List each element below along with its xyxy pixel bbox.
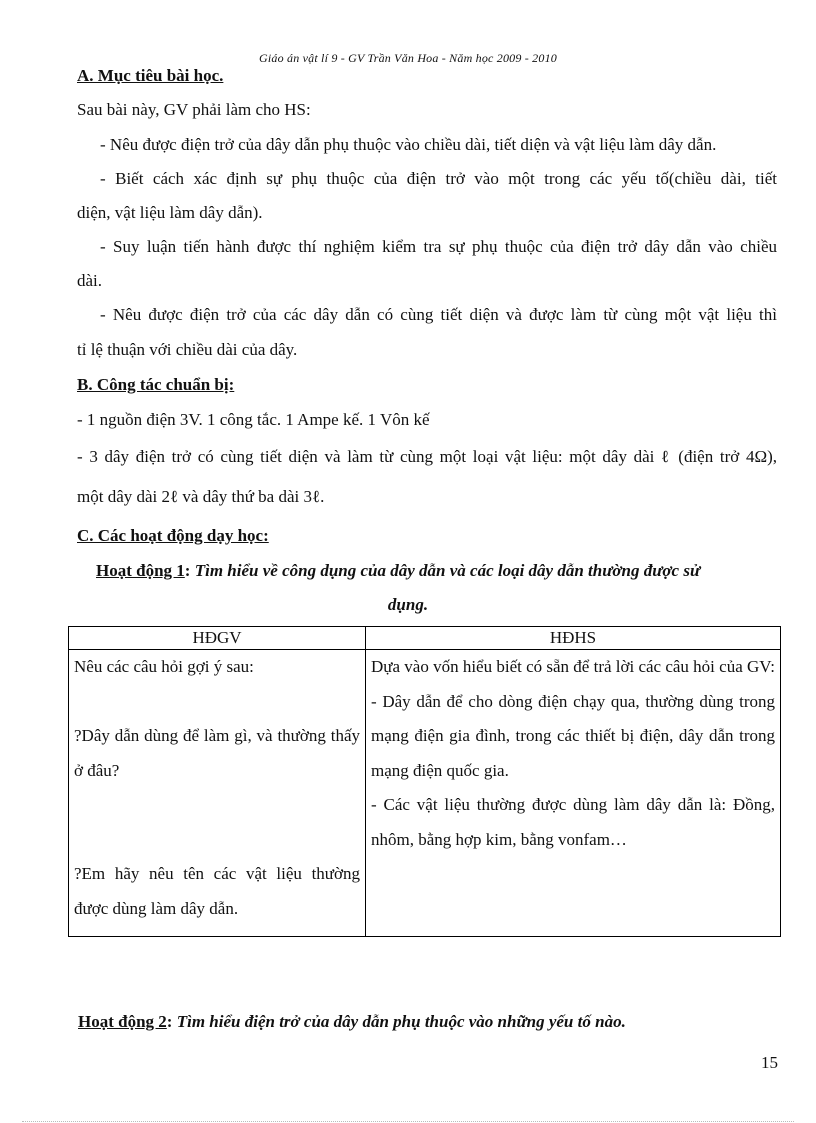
activity-2-title: Tìm hiểu điện trở của dây dẫn phụ thuộc vào những yếu tố nào.: [176, 1012, 626, 1031]
gv-question-2: ?Em hãy nêu tên các vật liệu thường được dùng làm dây dẫn.: [74, 864, 360, 918]
activity-2-label: Hoạt động 2: [78, 1012, 167, 1031]
section-a-intro: Sau bài này, GV phải làm cho HS:: [77, 100, 311, 119]
objective-2-line-1: - Biết cách xác định sự phụ thuộc của điện trở vào một trong các yếu tố(chiều dài, tiết: [100, 169, 777, 188]
col-header-hdhs: HĐHS: [366, 627, 781, 650]
page-number: 15: [761, 1053, 778, 1072]
col-header-hdgv: HĐGV: [69, 627, 366, 650]
section-a-title: A. Mục tiêu bài học.: [77, 66, 224, 85]
objective-4-line-1: - Nêu được điện trở của các dây dẫn có cùng tiết diện và được làm từ cùng một vật liệu thì: [100, 305, 777, 324]
activity-1-title-cont: dụng.: [387, 595, 429, 614]
hs-answer-1: - Dây dẫn để cho dòng điện chạy qua, thường dùng trong mạng điện gia đình, trong các thiết bị điện, dây dẫn trong mạng điện quốc gia.: [371, 691, 775, 780]
objective-4-line-2: tỉ lệ thuận với chiều dài của dây.: [77, 340, 298, 359]
hs-intro: Dựa vào vốn hiểu biết có sẵn để trả lời các câu hỏi của GV:: [371, 657, 776, 676]
activity-1-heading: Hoạt động 1: Tìm hiểu về công dụng của dây dẫn và các loại dây dẫn thường được sử: [96, 561, 701, 580]
gv-intro: Nêu các câu hỏi gợi ý sau:: [74, 657, 254, 676]
activity-table: [68, 626, 781, 937]
section-b-title: B. Công tác chuẩn bị:: [77, 375, 235, 394]
footer-divider: [22, 1121, 794, 1122]
objective-3-line-2: dài.: [77, 271, 103, 290]
objective-2-line-2: diện, vật liệu làm dây dẫn).: [77, 203, 263, 222]
objective-3-line-1: - Suy luận tiến hành được thí nghiệm kiểm tra sự phụ thuộc của điện trở dây dẫn vào chiều: [100, 237, 777, 256]
activity-1-label: Hoạt động 1: [96, 561, 185, 580]
hs-answer-2: - Các vật liệu thường được dùng làm dây dẫn là: Đồng, nhôm, bằng hợp kim, bằng vonfam…: [371, 795, 775, 849]
section-c-title: C. Các hoạt động dạy học:: [77, 526, 269, 545]
equipment-1: - 1 nguồn điện 3V. 1 công tắc. 1 Ampe kế. 1 Vôn kế: [77, 410, 430, 429]
gv-question-1: ?Dây dẫn dùng để làm gì, và thường thấy ở đâu?: [74, 726, 360, 780]
activity-1-title: Tìm hiểu về công dụng của dây dẫn và các loại dây dẫn thường được sử: [194, 561, 701, 580]
activity-2-heading: Hoạt động 2: Tìm hiểu điện trở của dây dẫn phụ thuộc vào những yếu tố nào.: [78, 1012, 626, 1031]
equipment-2-line-2: một dây dài 2ℓ và dây thứ ba dài 3ℓ.: [77, 487, 325, 506]
equipment-2-line-1: - 3 dây điện trở có cùng tiết diện và làm từ cùng một loại vật liệu: một dây dài ℓ (điện trở 4Ω),: [77, 447, 777, 466]
objective-1: - Nêu được điện trở của dây dẫn phụ thuộc vào chiều dài, tiết diện và vật liệu làm dây dẫn.: [100, 135, 717, 154]
page-header: Giáo án vật lí 9 - GV Trần Văn Hoa - Năm học 2009 - 2010: [259, 51, 557, 65]
